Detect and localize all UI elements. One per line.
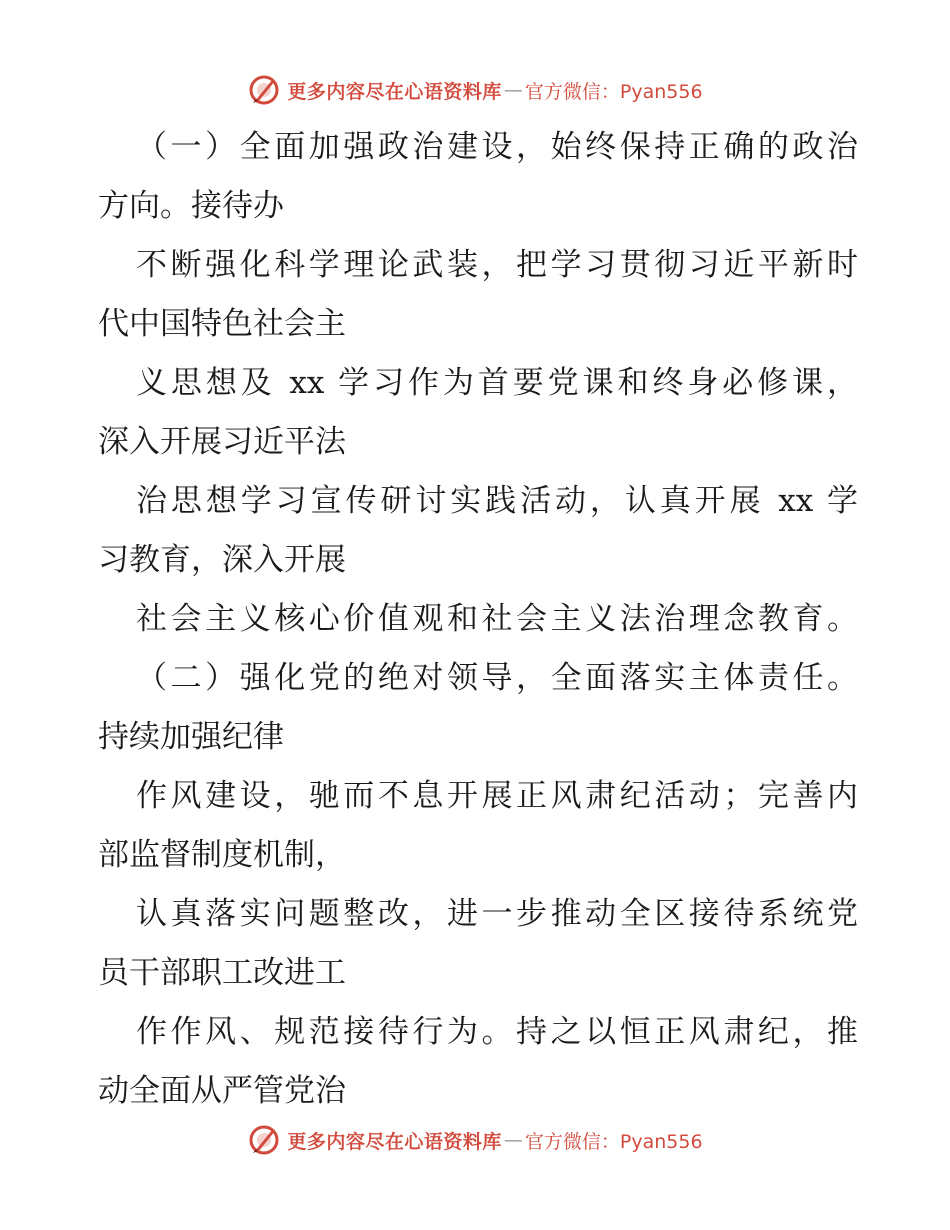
paragraph-line: 部监督制度机制， bbox=[98, 837, 346, 873]
header-banner bbox=[0, 70, 950, 110]
paragraph-line: 不断强化科学理论武装，把学习贯彻习近平新时 bbox=[136, 247, 858, 283]
paragraph-line: 社会主义核心价值观和社会主义法治理念教育。 bbox=[136, 601, 858, 637]
banner-separator: — bbox=[503, 79, 523, 101]
quill-seal-icon bbox=[247, 1123, 281, 1157]
paragraph-line: 动全面从严管党治 bbox=[98, 1073, 346, 1109]
paragraph-line: 深入开展习近平法 bbox=[98, 424, 346, 460]
paragraph-line: 作风建设，驰而不息开展正风肃纪活动；完善内 bbox=[136, 778, 858, 814]
document-body bbox=[98, 118, 858, 1121]
paragraph-line: 认真落实问题整改，进一步推动全区接待系统党 bbox=[136, 896, 858, 932]
paragraph-line: 员干部职工改进工 bbox=[98, 955, 346, 991]
wechat-id: 官方微信：Pyan556 bbox=[524, 80, 703, 103]
site-name: 更多内容尽在心语资料库 bbox=[287, 80, 502, 103]
site-name: 更多内容尽在心语资料库 bbox=[287, 1130, 502, 1153]
footer-banner bbox=[0, 1120, 950, 1160]
paragraph-line: 义思想及 xx 学习作为首要党课和终身必修课， bbox=[136, 365, 858, 401]
paragraph-line: 持续加强纪律 bbox=[98, 719, 284, 755]
paragraph-line: 作作风、规范接待行为。持之以恒正风肃纪，推 bbox=[136, 1014, 858, 1050]
wechat-id: 官方微信：Pyan556 bbox=[524, 1130, 703, 1153]
paragraph-line: （二）强化党的绝对领导，全面落实主体责任。 bbox=[136, 660, 858, 696]
quill-seal-icon bbox=[247, 73, 281, 107]
paragraph-line: （一）全面加强政治建设，始终保持正确的政治 bbox=[136, 129, 858, 165]
paragraph-line: 治思想学习宣传研讨实践活动，认真开展 xx 学 bbox=[136, 483, 858, 519]
paragraph-line: 习教育，深入开展 bbox=[98, 542, 346, 578]
paragraph-line: 方向。接待办 bbox=[98, 188, 284, 224]
banner-separator: — bbox=[503, 1129, 523, 1151]
paragraph-line: 代中国特色社会主 bbox=[98, 306, 346, 342]
